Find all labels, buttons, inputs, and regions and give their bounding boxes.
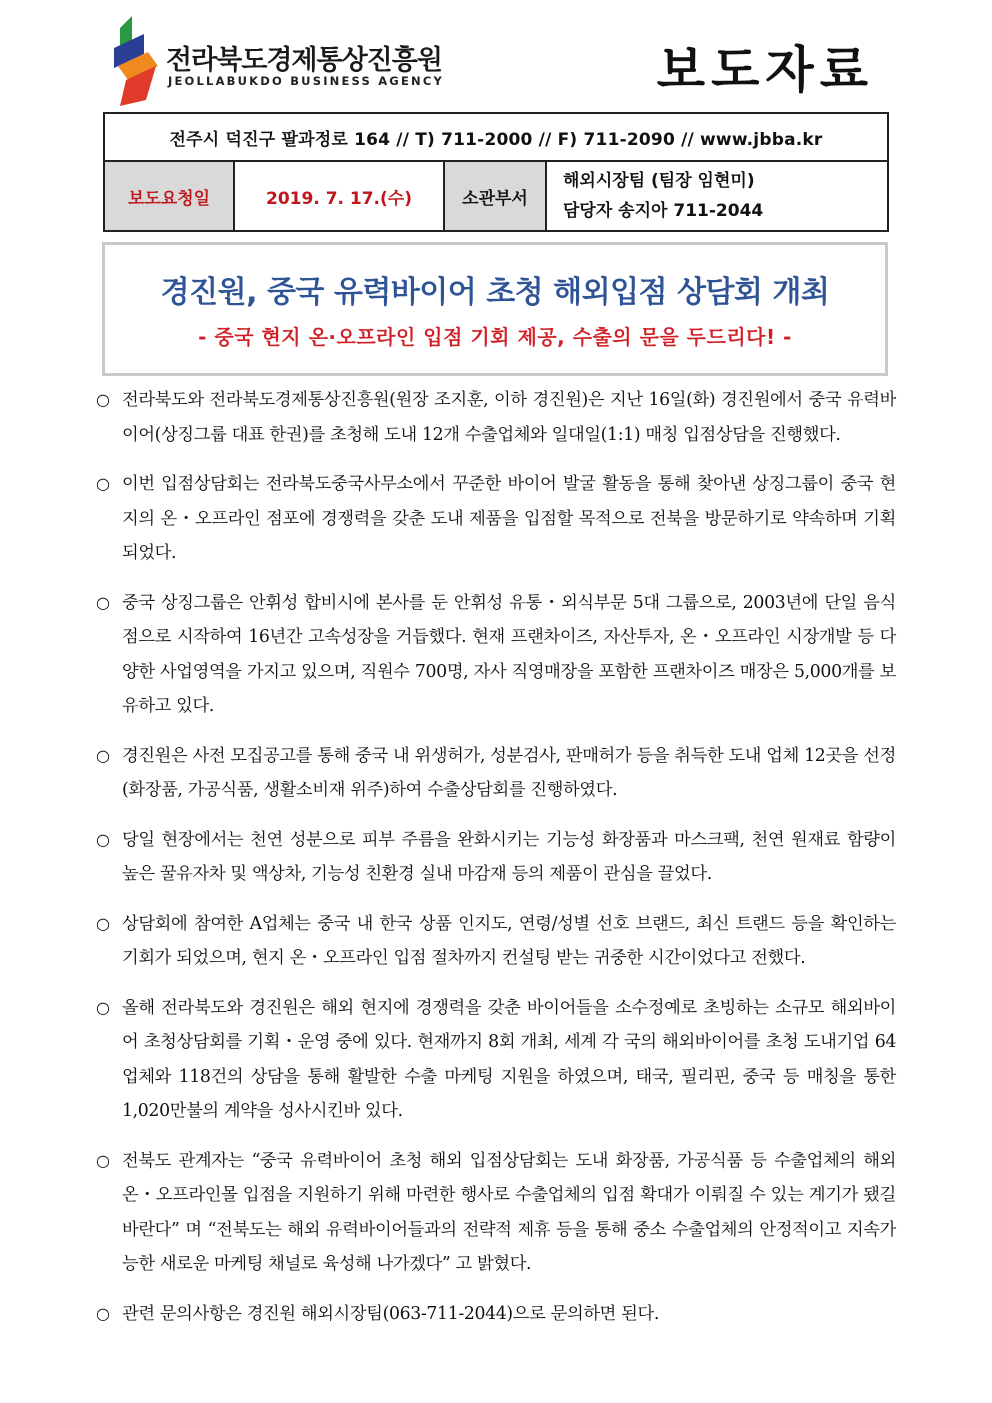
paragraph-text: 경진원은 사전 모집공고를 통해 중국 내 위생허가, 성분검사, 판매허가 등을 취득한 도내 업체 12곳을 선정(화장품, 가공식품, 생활소비재 위주)하여 수출상담회를 진행하였다. bbox=[122, 745, 896, 800]
document-type-title: 보도자료 bbox=[656, 41, 874, 99]
circle-bullet-icon: ○ bbox=[96, 745, 110, 765]
paragraph-text: 중국 상징그룹은 안휘성 합비시에 본사를 둔 안휘성 유통・외식부문 5대 그룹으로, 2003년에 단일 음식점으로 시작하여 16년간 고속성장을 거듭했다. 현재 프랜차이즈, 자산투자, 온・오프라인 시장개발 등 다양한 사업영역을 가지고 있으며, 직원수 700명, 자사 직영매장을 포함한 프랜차이즈 매장은 5,000개를 보유하고 있다. bbox=[122, 592, 896, 716]
paragraph-text: 이번 입점상담회는 전라북도중국사무소에서 꾸준한 바이어 발굴 활동을 통해 찾아낸 상징그룹이 중국 현지의 온・오프라인 점포에 경쟁력을 갖춘 도내 제품을 입점할 목적으로 전북을 방문하기로 약속하며 기획되었다. bbox=[122, 474, 896, 563]
headline-subtitle: - 중국 현지 온·오프라인 입점 기회 제공, 수출의 문을 두드리다! - bbox=[198, 325, 792, 349]
circle-bullet-icon: ○ bbox=[96, 997, 110, 1017]
contact-info-table bbox=[103, 112, 889, 232]
circle-bullet-icon: ○ bbox=[96, 1150, 110, 1170]
department-value bbox=[546, 161, 888, 231]
article-body bbox=[96, 383, 896, 1346]
circle-bullet-icon: ○ bbox=[96, 390, 110, 409]
paragraph bbox=[96, 739, 896, 808]
paragraph bbox=[96, 907, 896, 976]
paragraph-text: 전라북도와 전라북도경제통상진흥원(원장 조지훈, 이하 경진원)은 지난 16일(화) 경진원에서 중국 유력바이어(상징그룹 대표 한권)를 초청해 도내 12개 수출업체와 일대일(1:1) 매칭 입점상담을 진행했다. bbox=[122, 390, 896, 445]
paragraph bbox=[96, 586, 896, 724]
paragraph bbox=[96, 991, 896, 1129]
paragraph bbox=[96, 1297, 896, 1332]
paragraph bbox=[96, 467, 896, 571]
headline-title: 경진원, 중국 유력바이어 초청 해외입점 상담회 개최 bbox=[160, 275, 830, 310]
paragraph-text: 올해 전라북도와 경진원은 해외 현지에 경쟁력을 갖춘 바이어들을 소수정예로 초빙하는 소규모 해외바이어 초청상담회를 기획・운영 중에 있다. 현재까지 8회 개최, 세계 각 국의 해외바이어를 초청 도내기업 64업체와 118건의 상담을 통해 활발한 수출 마케팅 지원을 하였으며, 태국, 필리핀, 중국 등 매칭을 통한 1,020만불의 계약을 성사시킨바 있다. bbox=[122, 997, 896, 1121]
department-contact: 담당자 송지아 711-2044 bbox=[563, 201, 764, 221]
paragraph-text: 전북도 관계자는 “중국 유력바이어 초청 해외 입점상담회는 도내 화장품, 가공식품 등 수출업체의 해외 온・오프라인몰 입점을 지원하기 위해 마련한 행사로 수출업체의 입점 확대가 이뤄질 수 있는 계기가 됐길 바란다” 며 “전북도는 해외 유력바이어들과의 전략적 제휴 등을 통해 중소 수출업체의 안정적이고 지속가능한 새로운 마케팅 채널로 육성해 나가겠다” 고 밝혔다. bbox=[122, 1150, 896, 1274]
agency-logo bbox=[108, 14, 444, 110]
agency-name-english: JEOLLABUKDO BUSINESS AGENCY bbox=[168, 74, 444, 88]
paragraph bbox=[96, 1144, 896, 1282]
circle-bullet-icon: ○ bbox=[96, 913, 110, 933]
paragraph bbox=[96, 823, 896, 892]
circle-bullet-icon: ○ bbox=[96, 1303, 110, 1323]
department-label: 소관부서 bbox=[444, 161, 546, 231]
address-contact-line: 전주시 덕진구 팔과정로 164 // T) 711-2000 // F) 711-2090 // www.jbba.kr bbox=[104, 113, 888, 161]
department-team: 해외시장팀 (팀장 임현미) bbox=[563, 171, 755, 191]
paragraph bbox=[96, 383, 896, 452]
paragraph-text: 상담회에 참여한 A업체는 중국 내 한국 상품 인지도, 연령/성별 선호 브랜드, 최신 트랜드 등을 확인하는 기회가 되었으며, 현지 온・오프라인 입점 절차까지 컨설팅 받는 귀중한 시간이었다고 전했다. bbox=[122, 913, 896, 968]
request-date-label: 보도요청일 bbox=[104, 161, 234, 231]
paragraph-text: 관련 문의사항은 경진원 해외시장팀(063-711-2044)으로 문의하면 된다. bbox=[122, 1303, 659, 1324]
circle-bullet-icon: ○ bbox=[96, 592, 110, 612]
agency-name: 전라북도경제통상진흥원 bbox=[166, 45, 442, 76]
circle-bullet-icon: ○ bbox=[96, 829, 110, 849]
headline-box bbox=[102, 242, 888, 376]
request-date-value: 2019. 7. 17.(수) bbox=[234, 161, 444, 231]
circle-bullet-icon: ○ bbox=[96, 474, 110, 493]
paragraph-text: 당일 현장에서는 천연 성분으로 피부 주름을 완화시키는 기능성 화장품과 마스크팩, 천연 원재료 함량이 높은 꿀유자차 및 액상차, 기능성 친환경 실내 마감재 등의 제품이 관심을 끌었다. bbox=[122, 829, 896, 884]
agency-logo-mark-icon bbox=[108, 14, 164, 110]
